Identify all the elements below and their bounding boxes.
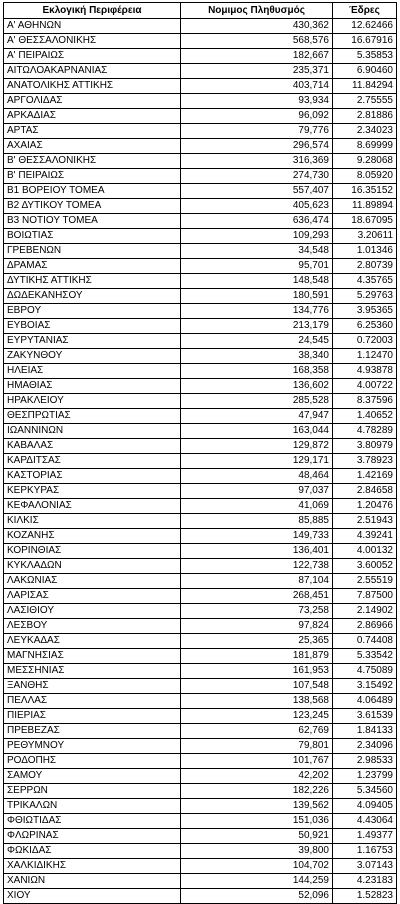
seats-cell: 9.28068 [333, 154, 397, 169]
district-cell: ΔΩΔΕΚΑΝΗΣΟΥ [4, 289, 181, 304]
seats-cell: 0.72003 [333, 334, 397, 349]
table-row [4, 469, 397, 484]
seats-cell: 3.20611 [333, 229, 397, 244]
district-cell: Α' ΑΘΗΝΩΝ [4, 19, 181, 34]
table-row [4, 139, 397, 154]
district-cell: ΕΒΡΟΥ [4, 304, 181, 319]
seats-cell: 4.35765 [333, 274, 397, 289]
district-cell: ΦΘΙΩΤΙΔΑΣ [4, 814, 181, 829]
seats-cell: 1.42169 [333, 469, 397, 484]
population-cell: 235,371 [181, 64, 333, 79]
district-cell: ΚΟΖΑΝΗΣ [4, 529, 181, 544]
population-cell: 149,733 [181, 529, 333, 544]
population-cell: 39,800 [181, 844, 333, 859]
district-cell: ΘΕΣΠΡΩΤΙΑΣ [4, 409, 181, 424]
seats-cell: 4.43064 [333, 814, 397, 829]
table-row [4, 589, 397, 604]
population-cell: 568,576 [181, 34, 333, 49]
population-cell: 62,769 [181, 724, 333, 739]
table-row [4, 424, 397, 439]
table-row [4, 109, 397, 124]
population-cell: 50,921 [181, 829, 333, 844]
population-cell: 85,885 [181, 514, 333, 529]
district-cell: ΦΩΚΙΔΑΣ [4, 844, 181, 859]
table-row [4, 364, 397, 379]
table-row [4, 694, 397, 709]
population-cell: 430,362 [181, 19, 333, 34]
table-row [4, 874, 397, 889]
population-cell: 122,738 [181, 559, 333, 574]
district-cell: ΚΥΚΛΑΔΩΝ [4, 559, 181, 574]
population-cell: 161,953 [181, 664, 333, 679]
seats-cell: 1.16753 [333, 844, 397, 859]
seats-cell: 2.55519 [333, 574, 397, 589]
seats-cell: 2.51943 [333, 514, 397, 529]
population-cell: 73,258 [181, 604, 333, 619]
districts-table [3, 2, 397, 904]
table-row [4, 559, 397, 574]
district-cell: Α' ΠΕΙΡΑΙΩΣ [4, 49, 181, 64]
seats-cell: 3.07143 [333, 859, 397, 874]
district-cell: ΦΛΩΡΙΝΑΣ [4, 829, 181, 844]
seats-cell: 4.75089 [333, 664, 397, 679]
population-cell: 268,451 [181, 589, 333, 604]
population-cell: 296,574 [181, 139, 333, 154]
seats-cell: 1.20476 [333, 499, 397, 514]
district-cell: ΕΥΒΟΙΑΣ [4, 319, 181, 334]
seats-cell: 5.34560 [333, 784, 397, 799]
district-cell: ΠΙΕΡΙΑΣ [4, 709, 181, 724]
table-row [4, 229, 397, 244]
table-row [4, 214, 397, 229]
table-row [4, 334, 397, 349]
table-row [4, 769, 397, 784]
population-cell: 48,464 [181, 469, 333, 484]
population-cell: 182,667 [181, 49, 333, 64]
table-row [4, 64, 397, 79]
seats-cell: 4.06489 [333, 694, 397, 709]
table-row [4, 784, 397, 799]
district-cell: ΙΩΑΝΝΙΝΩΝ [4, 424, 181, 439]
district-cell: ΣΕΡΡΩΝ [4, 784, 181, 799]
seats-cell: 8.05920 [333, 169, 397, 184]
seats-cell: 8.69999 [333, 139, 397, 154]
table-row [4, 244, 397, 259]
table-row [4, 439, 397, 454]
district-cell: ΗΛΕΙΑΣ [4, 364, 181, 379]
table-row [4, 814, 397, 829]
table-row [4, 889, 397, 904]
district-cell: Β' ΘΕΣΣΑΛΟΝΙΚΗΣ [4, 154, 181, 169]
seats-cell: 2.86966 [333, 619, 397, 634]
population-cell: 136,401 [181, 544, 333, 559]
population-cell: 182,226 [181, 784, 333, 799]
table-row [4, 529, 397, 544]
district-cell: ΠΕΛΛΑΣ [4, 694, 181, 709]
seats-cell: 2.34023 [333, 124, 397, 139]
population-cell: 403,714 [181, 79, 333, 94]
district-cell: ΑΝΑΤΟΛΙΚΗΣ ΑΤΤΙΚΗΣ [4, 79, 181, 94]
population-cell: 38,340 [181, 349, 333, 364]
table-row [4, 199, 397, 214]
population-cell: 285,528 [181, 394, 333, 409]
seats-cell: 16.35152 [333, 184, 397, 199]
population-cell: 405,623 [181, 199, 333, 214]
district-cell: ΑΙΤΩΛΟΑΚΑΡΝΑΝΙΑΣ [4, 64, 181, 79]
seats-cell: 4.00132 [333, 544, 397, 559]
district-cell: ΖΑΚΥΝΘΟΥ [4, 349, 181, 364]
district-cell: ΔΥΤΙΚΗΣ ΑΤΤΙΚΗΣ [4, 274, 181, 289]
population-cell: 25,365 [181, 634, 333, 649]
table-row [4, 499, 397, 514]
table-row [4, 304, 397, 319]
table-row [4, 859, 397, 874]
population-cell: 129,171 [181, 454, 333, 469]
district-cell: ΛΕΣΒΟΥ [4, 619, 181, 634]
table-row [4, 484, 397, 499]
district-cell: ΔΡΑΜΑΣ [4, 259, 181, 274]
district-cell: Β2 ΔΥΤΙΚΟΥ ΤΟΜΕΑ [4, 199, 181, 214]
population-cell: 274,730 [181, 169, 333, 184]
district-cell: ΗΡΑΚΛΕΙΟΥ [4, 394, 181, 409]
district-cell: Β3 ΝΟΤΙΟΥ ΤΟΜΕΑ [4, 214, 181, 229]
seats-cell: 1.49377 [333, 829, 397, 844]
seats-cell: 4.09405 [333, 799, 397, 814]
population-cell: 148,548 [181, 274, 333, 289]
seats-cell: 1.12470 [333, 349, 397, 364]
table-row [4, 259, 397, 274]
district-cell: ΚΑΡΔΙΤΣΑΣ [4, 454, 181, 469]
population-cell: 101,767 [181, 754, 333, 769]
district-cell: ΑΡΤΑΣ [4, 124, 181, 139]
column-header-seats: Έδρες [333, 3, 397, 19]
seats-cell: 3.78923 [333, 454, 397, 469]
district-cell: ΚΑΣΤΟΡΙΑΣ [4, 469, 181, 484]
table-row [4, 409, 397, 424]
district-cell: ΡΕΘΥΜΝΟΥ [4, 739, 181, 754]
district-cell: ΛΕΥΚΑΔΑΣ [4, 634, 181, 649]
district-cell: ΧΑΛΚΙΔΙΚΗΣ [4, 859, 181, 874]
population-cell: 104,702 [181, 859, 333, 874]
table-row [4, 754, 397, 769]
district-cell: ΑΡΚΑΔΙΑΣ [4, 109, 181, 124]
seats-cell: 3.80979 [333, 439, 397, 454]
population-cell: 144,259 [181, 874, 333, 889]
population-cell: 213,179 [181, 319, 333, 334]
seats-cell: 5.35853 [333, 49, 397, 64]
table-row [4, 544, 397, 559]
population-cell: 96,092 [181, 109, 333, 124]
population-cell: 136,602 [181, 379, 333, 394]
population-cell: 107,548 [181, 679, 333, 694]
population-cell: 557,407 [181, 184, 333, 199]
seats-cell: 11.84294 [333, 79, 397, 94]
seats-cell: 3.60052 [333, 559, 397, 574]
table-row [4, 799, 397, 814]
seats-cell: 16.67916 [333, 34, 397, 49]
seats-cell: 4.78289 [333, 424, 397, 439]
population-cell: 181,879 [181, 649, 333, 664]
seats-cell: 1.84133 [333, 724, 397, 739]
seats-cell: 6.90460 [333, 64, 397, 79]
population-cell: 47,947 [181, 409, 333, 424]
population-cell: 636,474 [181, 214, 333, 229]
table-row [4, 124, 397, 139]
district-cell: ΤΡΙΚΑΛΩΝ [4, 799, 181, 814]
table-row [4, 829, 397, 844]
seats-cell: 2.80739 [333, 259, 397, 274]
seats-cell: 1.40652 [333, 409, 397, 424]
seats-cell: 2.75555 [333, 94, 397, 109]
table-row [4, 724, 397, 739]
seats-cell: 4.39241 [333, 529, 397, 544]
table-row [4, 184, 397, 199]
table-row [4, 574, 397, 589]
population-cell: 42,202 [181, 769, 333, 784]
population-cell: 97,824 [181, 619, 333, 634]
table-row [4, 19, 397, 34]
seats-cell: 2.34096 [333, 739, 397, 754]
table-row [4, 319, 397, 334]
district-cell: ΓΡΕΒΕΝΩΝ [4, 244, 181, 259]
population-cell: 316,369 [181, 154, 333, 169]
seats-cell: 2.84658 [333, 484, 397, 499]
table-row [4, 394, 397, 409]
population-cell: 109,293 [181, 229, 333, 244]
population-cell: 123,245 [181, 709, 333, 724]
population-cell: 139,562 [181, 799, 333, 814]
district-cell: ΛΑΚΩΝΙΑΣ [4, 574, 181, 589]
population-cell: 134,776 [181, 304, 333, 319]
header-row [4, 3, 397, 19]
population-cell: 180,591 [181, 289, 333, 304]
seats-cell: 18.67095 [333, 214, 397, 229]
district-cell: ΗΜΑΘΙΑΣ [4, 379, 181, 394]
table-row [4, 664, 397, 679]
seats-cell: 1.01346 [333, 244, 397, 259]
district-cell: ΚΕΡΚΥΡΑΣ [4, 484, 181, 499]
district-cell: ΜΕΣΣΗΝΙΑΣ [4, 664, 181, 679]
district-cell: ΒΟΙΩΤΙΑΣ [4, 229, 181, 244]
table-row [4, 349, 397, 364]
district-cell: Α' ΘΕΣΣΑΛΟΝΙΚΗΣ [4, 34, 181, 49]
district-cell: Β1 ΒΟΡΕΙΟΥ ΤΟΜΕΑ [4, 184, 181, 199]
population-cell: 34,548 [181, 244, 333, 259]
district-cell: ΚΑΒΑΛΑΣ [4, 439, 181, 454]
table-row [4, 604, 397, 619]
seats-cell: 7.87500 [333, 589, 397, 604]
table-row [4, 289, 397, 304]
seats-cell: 3.61539 [333, 709, 397, 724]
district-cell: ΑΡΓΟΛΙΔΑΣ [4, 94, 181, 109]
district-cell: ΚΙΛΚΙΣ [4, 514, 181, 529]
district-cell: ΡΟΔΟΠΗΣ [4, 754, 181, 769]
seats-cell: 12.62466 [333, 19, 397, 34]
seats-cell: 2.98533 [333, 754, 397, 769]
table-row [4, 454, 397, 469]
district-cell: ΛΑΣΙΘΙΟΥ [4, 604, 181, 619]
table-row [4, 619, 397, 634]
district-cell: ΕΥΡΥΤΑΝΙΑΣ [4, 334, 181, 349]
population-cell: 129,872 [181, 439, 333, 454]
table-row [4, 709, 397, 724]
table-row [4, 634, 397, 649]
table-row [4, 49, 397, 64]
table-row [4, 94, 397, 109]
district-cell: Β' ΠΕΙΡΑΙΩΣ [4, 169, 181, 184]
table-row [4, 379, 397, 394]
population-cell: 52,096 [181, 889, 333, 904]
seats-cell: 4.23183 [333, 874, 397, 889]
population-cell: 138,568 [181, 694, 333, 709]
table-row [4, 154, 397, 169]
district-cell: ΠΡΕΒΕΖΑΣ [4, 724, 181, 739]
district-cell: ΧΑΝΙΩΝ [4, 874, 181, 889]
population-cell: 41,069 [181, 499, 333, 514]
table-row [4, 34, 397, 49]
seats-cell: 2.14902 [333, 604, 397, 619]
population-cell: 168,358 [181, 364, 333, 379]
seats-cell: 8.37596 [333, 394, 397, 409]
district-cell: ΜΑΓΝΗΣΙΑΣ [4, 649, 181, 664]
seats-cell: 4.93878 [333, 364, 397, 379]
column-header-district: Εκλογική Περιφέρεια [4, 3, 181, 19]
district-cell: ΣΑΜΟΥ [4, 769, 181, 784]
population-cell: 93,934 [181, 94, 333, 109]
population-cell: 24,545 [181, 334, 333, 349]
population-cell: 79,801 [181, 739, 333, 754]
district-cell: ΛΑΡΙΣΑΣ [4, 589, 181, 604]
district-cell: ΑΧΑΙΑΣ [4, 139, 181, 154]
population-cell: 87,104 [181, 574, 333, 589]
district-cell: ΚΕΦΑΛΟΝΙΑΣ [4, 499, 181, 514]
seats-cell: 11.89894 [333, 199, 397, 214]
seats-cell: 0.74408 [333, 634, 397, 649]
population-cell: 97,037 [181, 484, 333, 499]
population-cell: 151,036 [181, 814, 333, 829]
seats-cell: 6.25360 [333, 319, 397, 334]
seats-cell: 4.00722 [333, 379, 397, 394]
seats-cell: 1.23799 [333, 769, 397, 784]
seats-cell: 5.29763 [333, 289, 397, 304]
seats-cell: 3.15492 [333, 679, 397, 694]
district-cell: ΧΙΟΥ [4, 889, 181, 904]
seats-cell: 5.33542 [333, 649, 397, 664]
population-cell: 163,044 [181, 424, 333, 439]
table-row [4, 679, 397, 694]
table-row [4, 169, 397, 184]
column-header-population: Νομιμος Πληθυσμός [181, 3, 333, 19]
population-cell: 79,776 [181, 124, 333, 139]
district-cell: ΚΟΡΙΝΘΙΑΣ [4, 544, 181, 559]
table-row [4, 844, 397, 859]
seats-cell: 3.95365 [333, 304, 397, 319]
seats-cell: 1.52823 [333, 889, 397, 904]
table-row [4, 274, 397, 289]
table-row [4, 79, 397, 94]
district-cell: ΞΑΝΘΗΣ [4, 679, 181, 694]
seats-cell: 2.81886 [333, 109, 397, 124]
table-row [4, 649, 397, 664]
table-row [4, 739, 397, 754]
table-row [4, 514, 397, 529]
population-cell: 95,701 [181, 259, 333, 274]
